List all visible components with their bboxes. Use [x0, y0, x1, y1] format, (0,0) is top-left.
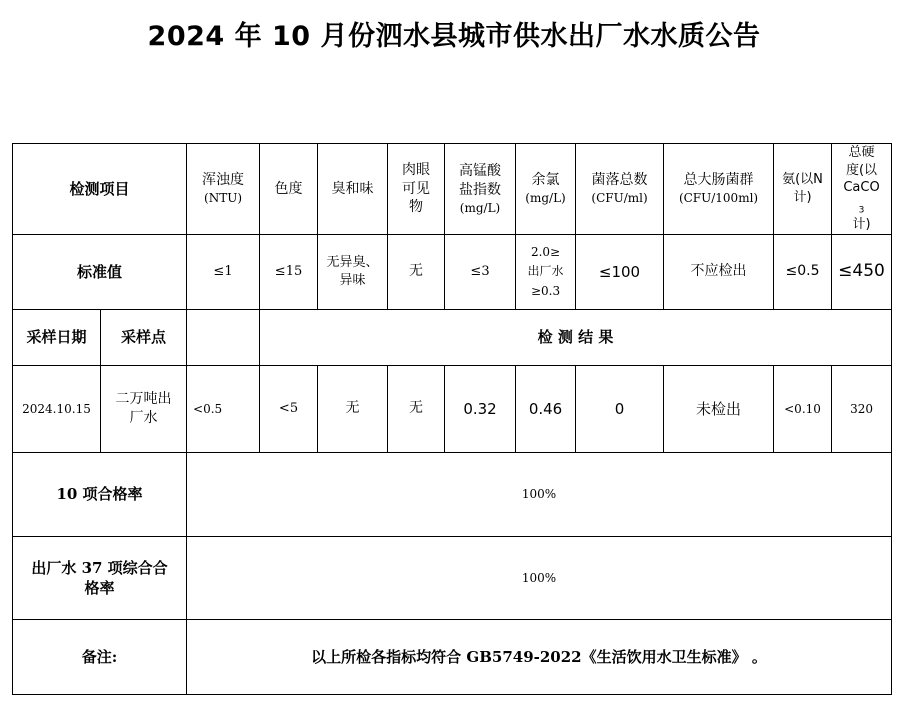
standard-odor: 无异臭、 异味: [318, 234, 388, 309]
water-quality-table: [12, 143, 892, 695]
standard-row: [13, 234, 892, 309]
result-row: [13, 365, 892, 452]
standard-hardness: ≤450: [832, 234, 892, 309]
result-color: <5: [260, 365, 318, 452]
standard-visible: 无: [388, 234, 445, 309]
standard-label: 标准值: [13, 234, 187, 309]
result-colony: 0: [576, 365, 664, 452]
result-odor: 无: [318, 365, 388, 452]
page-title: 2024 年 10 月份泗水县城市供水出厂水水质公告: [147, 21, 761, 52]
header-colony: 菌落总数 (CFU/ml): [576, 144, 664, 235]
sampling-header-row: [13, 309, 892, 365]
sampling-date-label: 采样日期: [13, 309, 101, 365]
result-coliform: 未检出: [664, 365, 774, 452]
header-ammonia: 氨(以N 计): [774, 144, 832, 235]
result-point: 二万吨出 厂水: [101, 365, 187, 452]
header-hardness: 总硬 度(以 CaCO $_3$ 计): [832, 144, 892, 235]
rate37-label: 出厂水 37 项综合合 格率: [13, 536, 187, 619]
result-date: 2024.10.15: [13, 365, 101, 452]
header-coliform: 总大肠菌群 (CFU/100ml): [664, 144, 774, 235]
standard-permanganate: ≤3: [445, 234, 516, 309]
rate37-row: [13, 536, 892, 619]
header-color: 色度: [260, 144, 318, 235]
header-turbidity: 浑浊度 (NTU): [187, 144, 260, 235]
standard-turbidity: ≤1: [187, 234, 260, 309]
result-ammonia: <0.10: [774, 365, 832, 452]
results-label: 检 测 结 果: [260, 309, 892, 365]
remark-row: [13, 619, 892, 694]
result-hardness: 320: [832, 365, 892, 452]
standard-color: ≤15: [260, 234, 318, 309]
standard-chlorine: 2.0≥ 出厂水 ≥0.3: [516, 234, 576, 309]
standard-coliform: 不应检出: [664, 234, 774, 309]
standard-colony: ≤100: [576, 234, 664, 309]
sampling-empty-cell: [187, 309, 260, 365]
remark-text: 以上所检各指标均符合 GB5749-2022《生活饮用水卫生标准》 。: [187, 619, 892, 694]
remark-label: 备注:: [13, 619, 187, 694]
header-chlorine: 余氯 (mg/L): [516, 144, 576, 235]
result-visible: 无: [388, 365, 445, 452]
result-turbidity: <0.5: [187, 365, 260, 452]
result-permanganate: 0.32: [445, 365, 516, 452]
header-odor: 臭和味: [318, 144, 388, 235]
header-item: 检测项目: [13, 144, 187, 235]
rate10-row: [13, 452, 892, 536]
rate10-value: 100%: [187, 452, 892, 536]
rate37-value: 100%: [187, 536, 892, 619]
result-chlorine: 0.46: [516, 365, 576, 452]
header-permanganate: 高锰酸 盐指数 (mg/L): [445, 144, 516, 235]
header-visible: 肉眼 可见 物: [388, 144, 445, 235]
sampling-point-label: 采样点: [101, 309, 187, 365]
header-row: [13, 144, 892, 235]
standard-ammonia: ≤0.5: [774, 234, 832, 309]
rate10-label: 10 项合格率: [13, 452, 187, 536]
